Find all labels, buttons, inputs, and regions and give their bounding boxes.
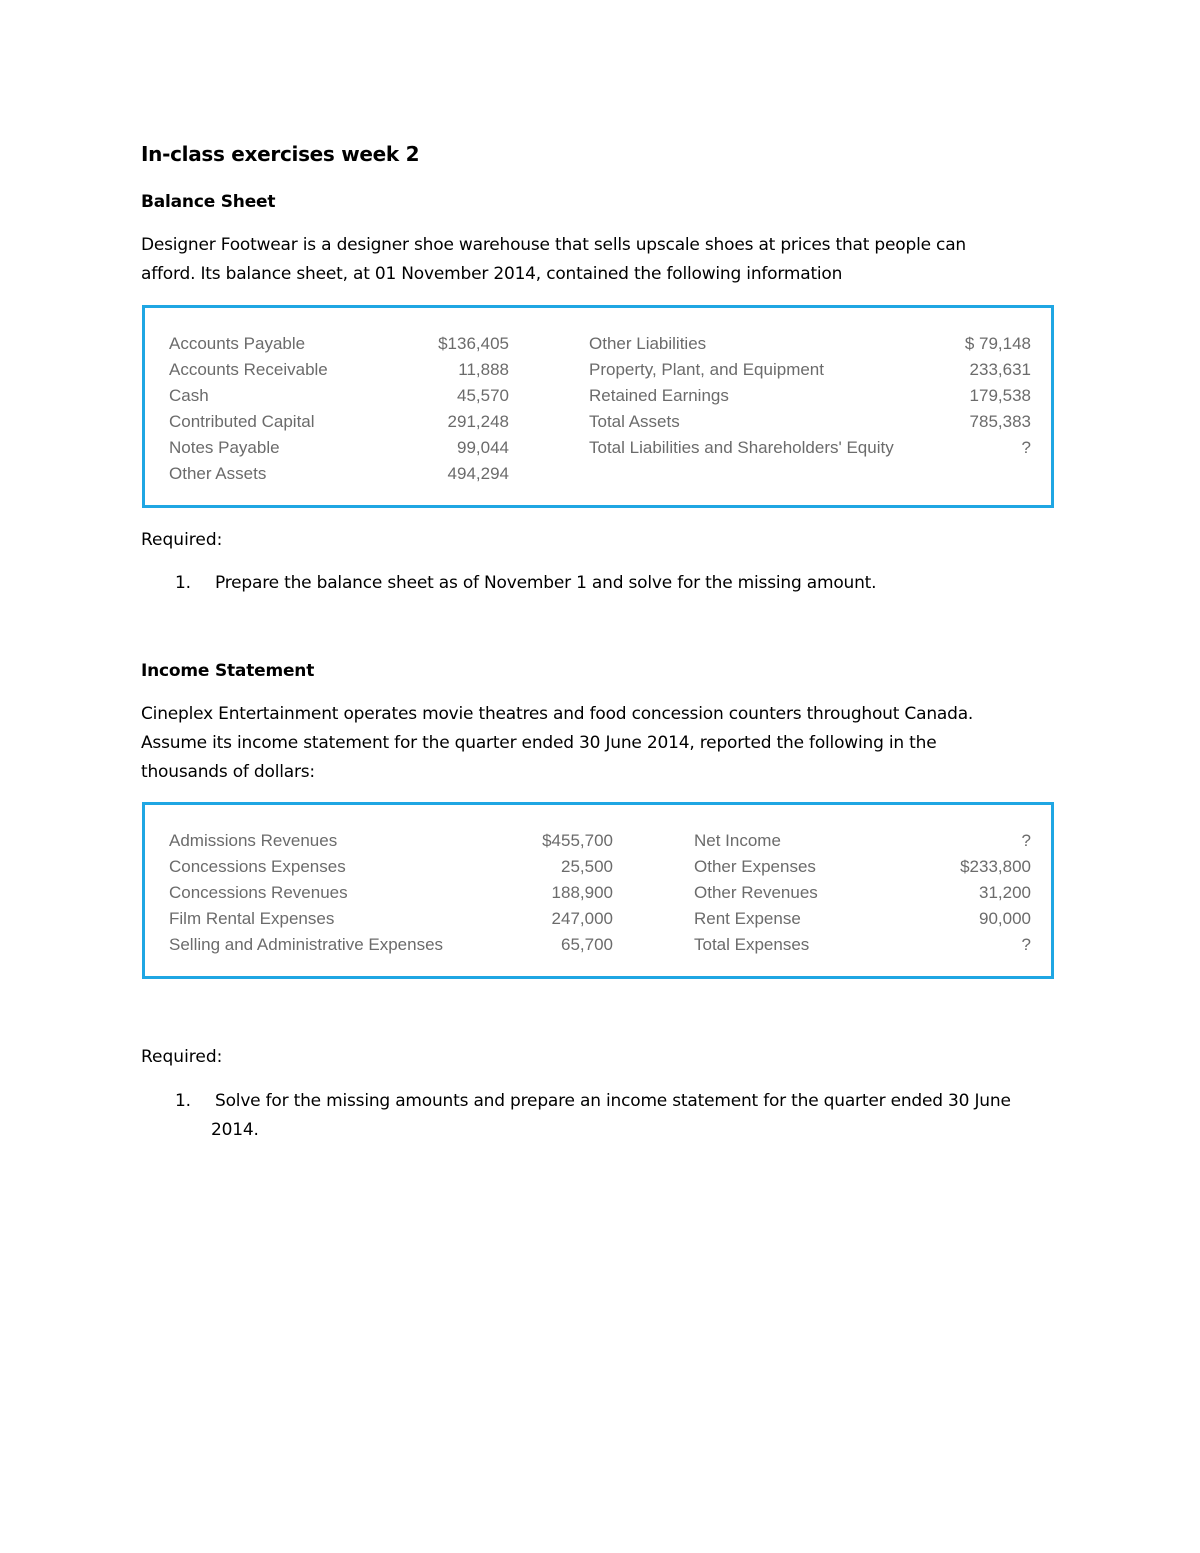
- income-statement-row: [169, 932, 613, 958]
- row-value: 45,570: [457, 386, 509, 405]
- row-value: ?: [1021, 438, 1031, 457]
- row-label: Film Rental Expenses: [169, 909, 335, 928]
- income-statement-row: [694, 906, 1031, 932]
- balance-sheet-intro-line2: afford. Its balance sheet, at 01 November 2014, contained the following information: [141, 264, 843, 284]
- row-value: 179,538: [969, 386, 1031, 405]
- balance-sheet-row: [169, 435, 509, 461]
- row-label: Accounts Payable: [169, 334, 306, 353]
- row-value: 233,631: [969, 360, 1031, 379]
- income-statement-row: [169, 828, 613, 854]
- row-label: Property, Plant, and Equipment: [589, 360, 824, 379]
- row-value: 247,000: [551, 909, 613, 928]
- income-statement-required-item: [175, 1087, 1065, 1145]
- balance-sheet-row: [589, 383, 1031, 409]
- row-label: Other Assets: [169, 464, 267, 483]
- row-label: Retained Earnings: [589, 386, 729, 405]
- income-statement-intro-line3: thousands of dollars:: [141, 762, 315, 782]
- row-label: Other Liabilities: [589, 334, 707, 353]
- row-value: 11,888: [458, 360, 509, 379]
- row-value: $233,800: [960, 857, 1031, 876]
- list-text-line1: Solve for the missing amounts and prepare an income statement for the quarter ended 30 June: [215, 1091, 1011, 1111]
- row-value: 99,044: [457, 438, 509, 457]
- balance-sheet-required-label: Required:: [141, 530, 223, 550]
- list-number: 1.: [175, 573, 191, 593]
- row-label: Contributed Capital: [169, 412, 315, 431]
- row-label: Cash: [169, 386, 209, 405]
- income-statement-row: [169, 854, 613, 880]
- row-label: Total Assets: [589, 412, 680, 431]
- row-value: ?: [1021, 831, 1031, 850]
- income-statement-row: [694, 880, 1031, 906]
- income-statement-data-box: [142, 802, 1054, 979]
- row-label: Rent Expense: [694, 909, 801, 928]
- row-value: 31,200: [979, 883, 1031, 902]
- income-statement-row: [169, 906, 613, 932]
- row-value: 65,700: [561, 935, 613, 954]
- balance-sheet-row: [169, 331, 509, 357]
- row-value: 494,294: [447, 464, 509, 483]
- income-statement-intro: [141, 700, 1061, 787]
- balance-sheet-row: [169, 357, 509, 383]
- balance-sheet-row: [169, 383, 509, 409]
- list-text-line2: 2014.: [211, 1120, 259, 1140]
- balance-sheet-row: [169, 461, 509, 487]
- page-title: In-class exercises week 2: [141, 142, 420, 166]
- balance-sheet-required-item: [175, 569, 1065, 598]
- list-text: Prepare the balance sheet as of November 1 and solve for the missing amount.: [215, 573, 877, 593]
- income-statement-row: [694, 932, 1031, 958]
- row-label: Total Liabilities and Shareholders' Equity: [589, 438, 894, 457]
- income-statement-intro-line2: Assume its income statement for the quarter ended 30 June 2014, reported the following in the: [141, 733, 937, 753]
- row-value: $ 79,148: [964, 334, 1031, 353]
- row-label: Other Revenues: [694, 883, 818, 902]
- list-number: 1.: [175, 1091, 191, 1111]
- list-text: [175, 1087, 1065, 1145]
- row-label: Admissions Revenues: [169, 831, 338, 850]
- balance-sheet-data-box: [142, 305, 1054, 508]
- balance-sheet-row: [589, 435, 1031, 461]
- row-label: Notes Payable: [169, 438, 280, 457]
- income-statement-row: [169, 880, 613, 906]
- row-label: Other Expenses: [694, 857, 816, 876]
- balance-sheet-intro-line1: Designer Footwear is a designer shoe warehouse that sells upscale shoes at prices that people can: [141, 235, 966, 255]
- income-statement-row: [694, 854, 1031, 880]
- income-statement-row: [694, 828, 1031, 854]
- balance-sheet-row: [589, 331, 1031, 357]
- row-value: 785,383: [969, 412, 1031, 431]
- row-value: $455,700: [542, 831, 613, 850]
- balance-sheet-intro: [141, 231, 1061, 289]
- balance-sheet-heading: Balance Sheet: [141, 192, 276, 212]
- row-value: 90,000: [979, 909, 1031, 928]
- row-label: Net Income: [694, 831, 781, 850]
- income-statement-intro-line1: Cineplex Entertainment operates movie theatres and food concession counters throughout Canada.: [141, 704, 974, 724]
- row-value: ?: [1021, 935, 1031, 954]
- row-label: Total Expenses: [694, 935, 810, 954]
- income-statement-heading: Income Statement: [141, 661, 315, 681]
- row-value: 188,900: [551, 883, 613, 902]
- row-label: Selling and Administrative Expenses: [169, 935, 444, 954]
- row-label: Concessions Expenses: [169, 857, 346, 876]
- row-value: $136,405: [438, 334, 509, 353]
- row-value: 25,500: [561, 857, 613, 876]
- balance-sheet-row: [169, 409, 509, 435]
- row-label: Accounts Receivable: [169, 360, 328, 379]
- balance-sheet-row: [589, 357, 1031, 383]
- row-label: Concessions Revenues: [169, 883, 348, 902]
- balance-sheet-row: [589, 409, 1031, 435]
- income-statement-required-label: Required:: [141, 1047, 223, 1067]
- row-value: 291,248: [447, 412, 509, 431]
